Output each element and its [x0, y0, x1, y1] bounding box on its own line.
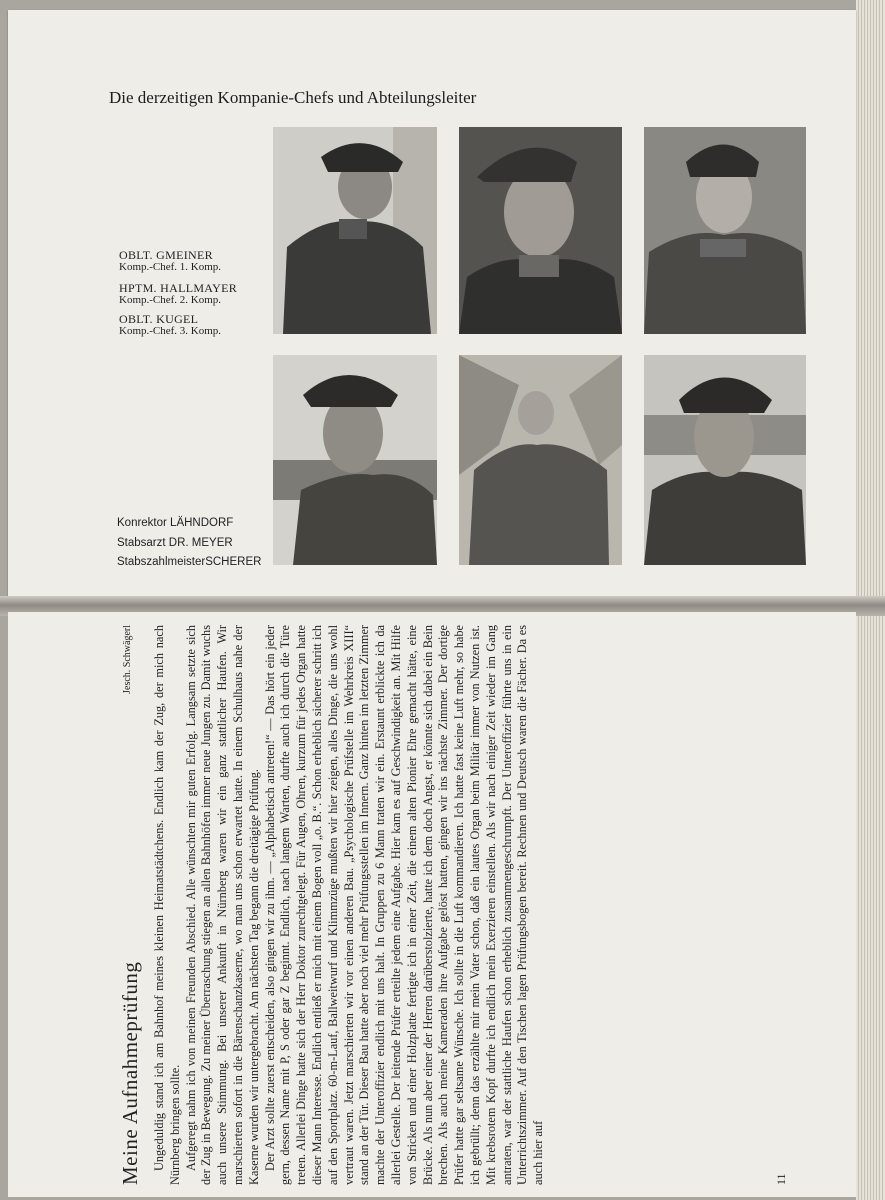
portrait-photo [644, 355, 806, 565]
caption-entry [119, 313, 221, 337]
caption-line: StabszahlmeisterSCHERER [117, 556, 262, 568]
caption-entry [119, 282, 237, 306]
caption-line: Stabsarzt DR. MEYER [117, 537, 233, 549]
caption-name: OBLT. KUGEL [119, 312, 199, 326]
portrait-photo [273, 127, 437, 334]
caption-entry [119, 249, 221, 273]
portrait-photo [459, 127, 622, 334]
article-paragraph: Aufgeregt nahm ich von meinen Freunden Abschied. Alle wünschten mir guten Erfolg. Langsam setzte sich der Zug in Bewegung. Zu meiner Überraschung stiegen an allen Bahnhöfen immer neue Jungen zu. Damit wuchs auch unsere Stimmung. Bei unserer Ankunft in Nürnberg waren wir ein ganz stattlicher Haufen. Wir marschierten sofort in die Bärenschanzkaserne, wo man uns schon erwartet hatte. In einem Schulhaus nahe der Kaserne wurden wir untergebracht. Am nächsten Tag begann die dreitägige Prüfung. [183, 625, 261, 1185]
article-author: Jesch. Schwägerl [122, 625, 133, 694]
article-title: Meine Aufnahmeprüfung [118, 961, 142, 1185]
caption-role: Komp.-Chef. 2. Komp. [119, 294, 222, 306]
caption-role: Komp.-Chef. 1. Komp. [119, 261, 222, 273]
caption-name: OBLT. GMEINER [119, 248, 213, 262]
page-title: Die derzeitigen Kompanie-Chefs und Abteilungsleiter [109, 88, 477, 107]
article-page [118, 625, 798, 1185]
article-body [152, 625, 547, 1185]
portrait-photo [273, 355, 437, 565]
caption-line: Konrektor LÄHNDORF [117, 517, 234, 529]
article-paragraph: Ungeduldig stand ich am Bahnhof meines kleinen Heimatstädtchens. Endlich kam der Zug, der mich nach Nürnberg bringen sollte. [152, 625, 182, 1185]
article-paragraph: Der Arzt sollte zuerst entscheiden, also gingen wir zu ihm. — „Alphabetisch antreten!“ — Das hört ein jeder gern, dessen Name mit P, S oder gar Z beginnt. Endlich, nach langem Warten, durfte auch ich durch die Türe treten. Allerlei Dinge hatte sich der Herr Doktor zurechtgelegt. Für Augen, Ohren, kurzum für jedes Organ hatte dieser Mann Interesse. Endlich entließ er mich mit einem Bogen voll „o. B.“. Schon erheblich sicherer schritt ich auf den Sportplatz. 60-m-Lauf, Ballweitwurf und Klimmzüge mußten wir hier zeigen, alles Dinge, die uns wohl vertraut waren. Jetzt marschierten wir vor einen anderen Bau. „Psychologische Prüfstelle im Wehrkreis XIII“ stand an der Tür. Dieser Bau hatte aber noch viel mehr Prüfungsstellen im Innern. Ganz hinten im letzten Zimmer machte der Unteroffizier endlich mit uns halt. In Gruppen zu 6 Mann traten wir ein. Erstaunt erblickte ich da allerlei Gestelle. Der leitende Prüfer erteilte jedem eine Aufgabe. Hier kam es auf Geschwindigkeit an. Mit Hilfe von Stricken und einer Holzplatte fertigte ich in einer Zeit, die einem alten Pionier Ehre gemacht hätte, eine Brücke. Als nun aber einer der Herren darüberstolzierte, hatte ich dem doch Angst, er könnte sich dabei ein Bein brechen. Als auch meine Kameraden ihre Aufgabe gelöst hatten, gingen wir ins nächste Zimmer. Der dortige Prüfer hatte gar seltsame Wünsche. Ich sollte in die Luft kommandieren. Ich hatte fast keine Luft mehr, so habe ich gebrüllt; denn das erzählte mir mein Vater schon, daß ein lautes Organ beim Militär immer von Nutzen ist. Mit krebsrotem Kopf durfte ich endlich mein Exerzieren einstellen. Als wir nach einiger Zeit wieder im Gang antraten, war der stattliche Haufen schon erheblich zusammengeschrumpft. Der Unteroffizier führte uns in ein Unterrichtszimmer. Auf den Tischen lagen Prüfungsbogen bereit. Rechnen und Deutsch waren die Fächer. Da es auch hier auf [262, 625, 546, 1185]
caption-name: HPTM. HALLMAYER [119, 281, 238, 295]
caption-role: Komp.-Chef. 3. Komp. [119, 325, 222, 337]
portrait-photo [644, 127, 806, 334]
page-number: 11 [774, 1173, 788, 1185]
portrait-photo [459, 355, 622, 565]
